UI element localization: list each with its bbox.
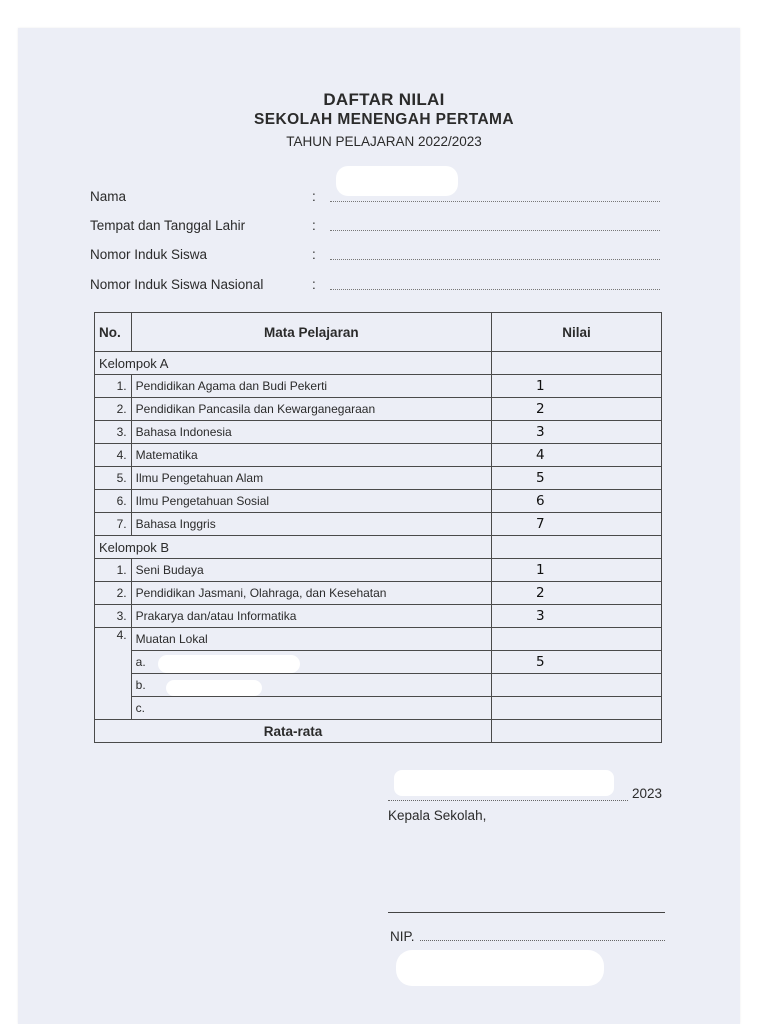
signature-role: Kepala Sekolah, (388, 808, 487, 823)
table-row (95, 398, 662, 421)
table-row (95, 490, 662, 513)
field-label: Tempat dan Tanggal Lahir (90, 218, 246, 233)
table-row (95, 375, 662, 398)
signature-date-line (388, 800, 628, 801)
local-letter: c. (131, 697, 491, 720)
field-colon: : (312, 247, 316, 262)
group-row-a (95, 352, 662, 375)
table-row (95, 421, 662, 444)
grade-value: 3 (491, 605, 661, 628)
table-row (95, 582, 662, 605)
field-nomor-induk-siswa (90, 247, 660, 267)
field-nisn (90, 277, 660, 297)
field-colon: : (312, 189, 316, 204)
signature-year: 2023 (632, 786, 663, 801)
subject-name: Matematika (131, 444, 491, 467)
redaction-mark (166, 680, 262, 696)
group-label: Kelompok A (95, 352, 492, 375)
subject-name: Seni Budaya (131, 559, 491, 582)
row-number: 7. (95, 513, 132, 536)
row-number: 6. (95, 490, 132, 513)
table-header-row (95, 313, 662, 352)
field-colon: : (312, 277, 316, 292)
grades-table (94, 312, 662, 743)
local-letter: b. (131, 674, 491, 697)
subject-name: Pendidikan Jasmani, Olahraga, dan Kesehatan (131, 582, 491, 605)
grade-value: 1 (491, 559, 661, 582)
table-row (95, 628, 662, 651)
field-tempat-tanggal-lahir (90, 218, 660, 238)
group-label: Kelompok B (95, 536, 492, 559)
row-number: 4. (95, 444, 132, 467)
grade-value: 7 (491, 513, 661, 536)
grade-value: 4 (491, 444, 661, 467)
field-dotted-line (330, 259, 660, 260)
grade-value: 1 (491, 375, 661, 398)
grade-value: 2 (491, 582, 661, 605)
subject-name: Muatan Lokal (131, 628, 491, 651)
field-colon: : (312, 218, 316, 233)
document-title: DAFTAR NILAI (323, 90, 445, 109)
nip-label: NIP. (390, 929, 415, 944)
subject-name: Pendidikan Agama dan Budi Pekerti (131, 375, 491, 398)
redaction-mark (394, 770, 614, 796)
header-subject: Mata Pelajaran (131, 313, 491, 352)
row-number: 2. (95, 398, 132, 421)
grade-value (491, 697, 661, 720)
field-label: Nomor Induk Siswa (90, 247, 208, 262)
nip-dotted-line (420, 940, 665, 941)
field-label: Nomor Induk Siswa Nasional (90, 277, 264, 292)
grade-value: 5 (491, 651, 661, 674)
subject-name: Ilmu Pengetahuan Sosial (131, 490, 491, 513)
table-row (95, 559, 662, 582)
redaction-mark (336, 166, 458, 196)
field-dotted-line (330, 289, 660, 290)
group-row-b (95, 536, 662, 559)
average-label: Rata-rata (95, 720, 492, 743)
grade-value: 5 (491, 467, 661, 490)
table-row (95, 467, 662, 490)
row-number: 1. (95, 559, 132, 582)
average-row (95, 720, 662, 743)
field-label: Nama (90, 189, 127, 204)
header-grade: Nilai (491, 313, 661, 352)
table-row (95, 513, 662, 536)
row-number: 1. (95, 375, 132, 398)
subject-name: Bahasa Inggris (131, 513, 491, 536)
grade-value (491, 628, 661, 651)
academic-year: TAHUN PELAJARAN 2022/2023 (286, 134, 482, 149)
table-row (95, 444, 662, 467)
row-number: 5. (95, 467, 132, 490)
grade-value: 2 (491, 398, 661, 421)
header-no: No. (95, 313, 132, 352)
grade-value: 3 (491, 421, 661, 444)
subject-name: Bahasa Indonesia (131, 421, 491, 444)
subject-name: Ilmu Pengetahuan Alam (131, 467, 491, 490)
school-name: SEKOLAH MENENGAH PERTAMA (254, 111, 514, 128)
row-number: 3. (95, 421, 132, 444)
redaction-mark (396, 950, 604, 986)
grade-value (491, 674, 661, 697)
table-row (95, 605, 662, 628)
field-dotted-line (330, 230, 660, 231)
signature-line (388, 912, 665, 913)
subject-name: Pendidikan Pancasila dan Kewarganegaraan (131, 398, 491, 421)
row-number: 4. (95, 628, 132, 720)
subject-name: Prakarya dan/atau Informatika (131, 605, 491, 628)
local-letter: a. (131, 651, 491, 674)
redaction-mark (158, 655, 300, 673)
field-dotted-line (330, 201, 660, 202)
local-content-row (95, 697, 662, 720)
row-number: 3. (95, 605, 132, 628)
grade-value: 6 (491, 490, 661, 513)
row-number: 2. (95, 582, 132, 605)
